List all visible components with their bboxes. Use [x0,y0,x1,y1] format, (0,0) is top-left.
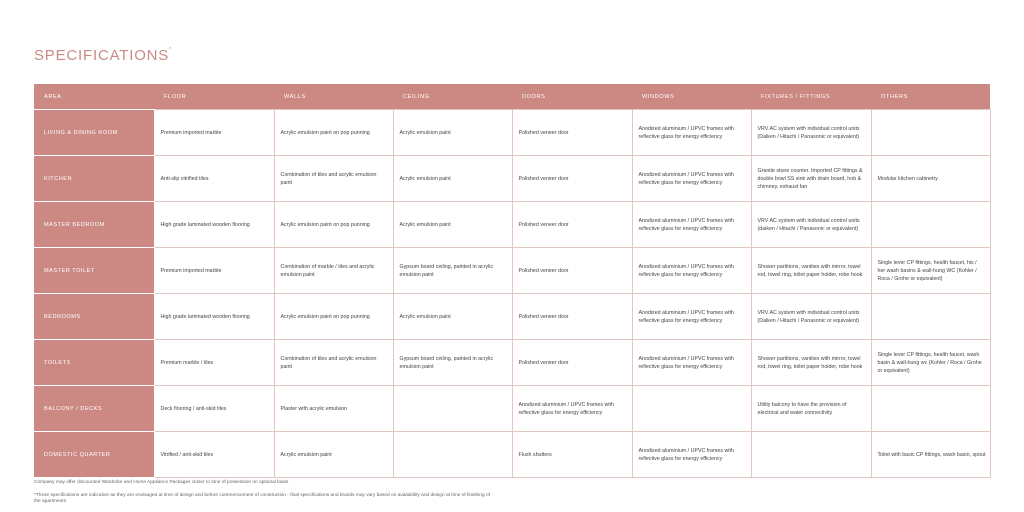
spec-cell-walls: Acrylic emulsion paint on pop punning [274,202,393,248]
column-header: OTHERS [871,84,990,110]
spec-cell-windows: Anodized aluminium / UPVC frames with reflective glass for energy efficiency [632,340,751,386]
spec-cell-ceiling: Acrylic emulsion paint [393,156,512,202]
spec-cell-fixtures: Utility balcony to have the provision of electrical and water connectivity [751,386,871,432]
spec-cell-fixtures: VRV AC system with individual control units (Daiken / Hitachi / Panasonic or equivalent) [751,110,871,156]
spec-cell-ceiling [393,432,512,478]
footnote-disclaimer: *These specifications are indicative as they are envisaged at time of design and before commencement of construction - final specifications and brands may vary based on availability and design at time of finishing of the apartments. [34,493,490,504]
column-header: AREA [34,84,154,110]
title-asterisk: * [169,47,172,53]
spec-cell-floor: High grade laminated wooden flooring [154,202,274,248]
spec-cell-walls: Combination of marble / tiles and acrylic emulsion paint [274,248,393,294]
spec-cell-floor: Deck flooring / anti-skid tiles [154,386,274,432]
spec-cell-floor: Premium imported marble [154,248,274,294]
spec-cell-walls: Combination of tiles and acrylic emulsion paint [274,340,393,386]
spec-cell-fixtures: VRV AC system with individual control units (daiken / Hitachi / Panasonic or equivalent) [751,202,871,248]
column-header: CEILING [393,84,512,110]
spec-cell-ceiling: Acrylic emulsion paint [393,202,512,248]
column-header: WINDOWS [632,84,751,110]
table-row [34,294,990,340]
spec-cell-doors: Anodized aluminium / UPVC frames with reflective glass for energy efficiency [512,386,632,432]
spec-cell-others: Single lever CP fittings, health faucet, wash basin & wall-hung wc (Kohler / Roca / Grohe or equivalent) [871,340,990,386]
table-row [34,110,990,156]
spec-cell-doors: Polished veneer door [512,110,632,156]
spec-cell-fixtures: Shower partitions, vanities with mirror, towel rod, towel ring, toilet paper holder, robe hook [751,340,871,386]
area-label: LIVING & DINING ROOM [34,110,154,156]
spec-cell-others [871,386,990,432]
spec-cell-windows: Anodized aluminium / UPVC frames with reflective glass for energy efficiency [632,294,751,340]
spec-cell-windows: Anodized aluminium / UPVC frames with reflective glass for energy efficiency [632,156,751,202]
spec-cell-fixtures: Shower partitions, vanities with mirror, towel rod, towel ring, toilet paper holder, robe hook [751,248,871,294]
footnote-packages: Company may offer discounted Wardrobe and Home Appliance Packages closer to time of possession on optional basis [34,480,289,485]
spec-cell-fixtures [751,432,871,478]
spec-cell-others [871,110,990,156]
spec-cell-floor: Premium marble / tiles [154,340,274,386]
column-header: WALLS [274,84,393,110]
area-label: BEDROOMS [34,294,154,340]
spec-cell-doors: Polished veneer door [512,156,632,202]
table-row [34,248,990,294]
spec-cell-walls: Acrylic emulsion paint [274,432,393,478]
spec-cell-fixtures: Granite stone counter. Imported CP fittings & double bowl SS sink with drain board, hob & chimney, exhaust fan [751,156,871,202]
spec-cell-doors: Polished veneer door [512,340,632,386]
page-title [34,47,172,64]
spec-cell-doors: Polished veneer door [512,202,632,248]
column-header: FLOOR [154,84,274,110]
table-header [34,84,990,110]
spec-cell-windows: Anodized aluminium / UPVC frames with reflective glass for energy efficiency [632,202,751,248]
table-row [34,340,990,386]
spec-cell-others: Single lever CP fittings, health faucet, his / her wash basins & wall-hung WC (Kohler / Roca / Grohe or equivalent) [871,248,990,294]
header-row [34,84,990,110]
spec-cell-others: Modular kitchen cabinetry [871,156,990,202]
spec-cell-windows: Anodized aluminium / UPVC frames with reflective glass for energy efficiency [632,248,751,294]
area-label: BALCONY / DECKS [34,386,154,432]
spec-cell-others [871,202,990,248]
specifications-table [34,84,991,478]
spec-cell-floor: Vitrified / anti-skid tiles [154,432,274,478]
spec-cell-others [871,294,990,340]
spec-cell-windows: Anodized aluminium / UPVC frames with reflective glass for energy efficiency [632,110,751,156]
area-label: KITCHEN [34,156,154,202]
spec-cell-windows: Anodized aluminium / UPVC frames with reflective glass for energy efficiency [632,432,751,478]
spec-cell-doors: Polished veneer door [512,248,632,294]
table-row [34,202,990,248]
area-label: MASTER TOILET [34,248,154,294]
area-label: MASTER BEDROOM [34,202,154,248]
spec-cell-doors: Polished veneer door [512,294,632,340]
spec-cell-ceiling: Acrylic emulsion paint [393,294,512,340]
table-body [34,110,990,478]
spec-cell-others: Toilet with basic CP fittings, wash basin, spout [871,432,990,478]
spec-cell-fixtures: VRV AC system with individual control units (Daiken / Hitachi / Panasonic or equivalent) [751,294,871,340]
spec-cell-walls: Acrylic emulsion paint on pop punning [274,294,393,340]
spec-cell-walls: Plaster with acrylic emulsion [274,386,393,432]
area-label: DOMESTIC QUARTER [34,432,154,478]
table-row [34,432,990,478]
spec-cell-walls: Acrylic emulsion paint on pop punning [274,110,393,156]
spec-cell-floor: Premium imported marble [154,110,274,156]
table-row [34,156,990,202]
spec-cell-floor: High grade laminated wooden flooring [154,294,274,340]
area-label: TOILETS [34,340,154,386]
spec-cell-walls: Combination of tiles and acrylic emulsion paint [274,156,393,202]
spec-cell-ceiling: Gypsum board ceiling, painted in acrylic emulsion paint [393,248,512,294]
spec-cell-floor: Anti-slip vitrified tiles [154,156,274,202]
spec-cell-ceiling: Gypsum board ceiling, painted in acrylic emulsion paint [393,340,512,386]
column-header: DOORS [512,84,632,110]
column-header: FIXTURES / FITTINGS [751,84,871,110]
spec-cell-ceiling: Acrylic emulsion paint [393,110,512,156]
page-title-text: SPECIFICATIONS [34,47,170,64]
spec-cell-windows [632,386,751,432]
spec-cell-ceiling [393,386,512,432]
spec-cell-doors: Flush shutters [512,432,632,478]
table-row [34,386,990,432]
